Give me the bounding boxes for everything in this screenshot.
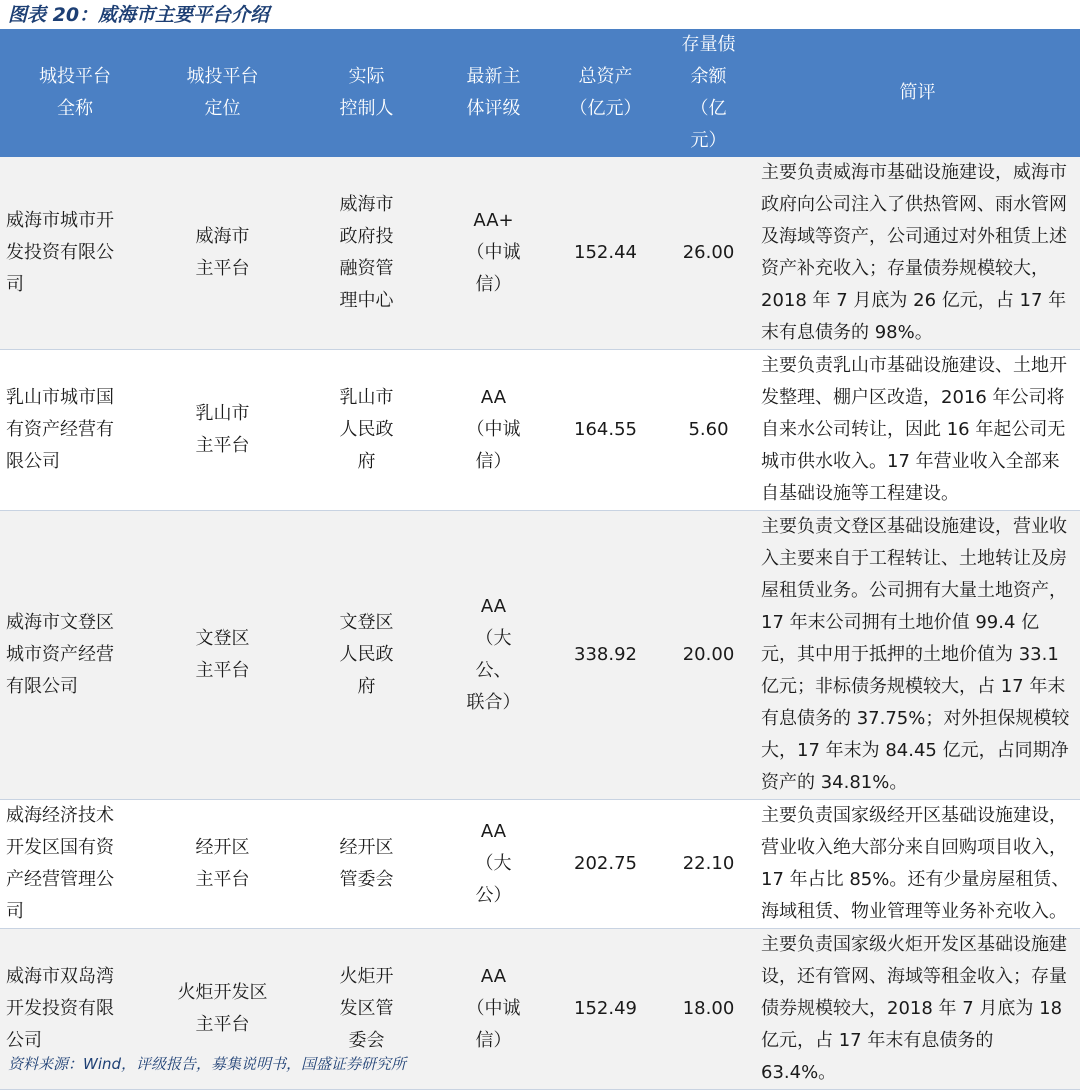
cell-debt: 20.00 bbox=[662, 511, 755, 800]
cell-position: 文登区 主平台 bbox=[150, 511, 295, 800]
cell-full-name: 乳山市城市国 有资产经营有 限公司 bbox=[0, 350, 150, 511]
table-row bbox=[0, 350, 1080, 511]
cell-position: 乳山市 主平台 bbox=[150, 350, 295, 511]
cell-position: 火炬开发区 主平台 bbox=[150, 929, 295, 1090]
cell-rating: AA+ （中诚 信） bbox=[438, 157, 549, 350]
table-row bbox=[0, 511, 1080, 800]
cell-debt: 5.60 bbox=[662, 350, 755, 511]
cell-full-name: 威海市文登区 城市资产经营 有限公司 bbox=[0, 511, 150, 800]
header-controller: 实际 控制人 bbox=[295, 29, 438, 157]
cell-assets: 338.92 bbox=[549, 511, 662, 800]
cell-debt: 18.00 bbox=[662, 929, 755, 1090]
cell-position: 威海市 主平台 bbox=[150, 157, 295, 350]
cell-comment: 主要负责威海市基础设施建设，威海市政府向公司注入了供热管网、雨水管网及海域等资产，公司通过对外租赁上述资产补充收入；存量债券规模较大，2018 年 7 月底为 26 亿元，占 17 年末有息债务的 98%。 bbox=[755, 157, 1080, 350]
figure-title: 图表 20：威海市主要平台介绍 bbox=[8, 4, 270, 26]
header-rating: 最新主 体评级 bbox=[438, 29, 549, 157]
table-header-row bbox=[0, 29, 1080, 157]
cell-comment: 主要负责乳山市基础设施建设、土地开发整理、棚户区改造，2016 年公司将自来水公司转让，因此 16 年起公司无城市供水收入。17 年营业收入全部来自基础设施等工程建设。 bbox=[755, 350, 1080, 511]
header-assets: 总资产 （亿元） bbox=[549, 29, 662, 157]
platform-table bbox=[0, 29, 1080, 1090]
cell-full-name: 威海经济技术 开发区国有资 产经营管理公 司 bbox=[0, 800, 150, 929]
table-row bbox=[0, 157, 1080, 350]
source-note: 资料来源：Wind，评级报告，募集说明书，国盛证券研究所 bbox=[8, 1055, 407, 1073]
cell-full-name: 威海市双岛湾 开发投资有限 公司 bbox=[0, 929, 150, 1090]
table-row bbox=[0, 800, 1080, 929]
cell-rating: AA （中诚 信） bbox=[438, 929, 549, 1090]
cell-assets: 202.75 bbox=[549, 800, 662, 929]
cell-controller: 威海市 政府投 融资管 理中心 bbox=[295, 157, 438, 350]
header-debt: 存量债 余额 （亿 元） bbox=[662, 29, 755, 157]
cell-comment: 主要负责国家级火炬开发区基础设施建设，还有管网、海域等租金收入；存量债券规模较大，2018 年 7 月底为 18 亿元，占 17 年末有息债务的 63.4%。 bbox=[755, 929, 1080, 1090]
cell-assets: 164.55 bbox=[549, 350, 662, 511]
cell-rating: AA （大 公、 联合） bbox=[438, 511, 549, 800]
header-position: 城投平台 定位 bbox=[150, 29, 295, 157]
cell-comment: 主要负责国家级经开区基础设施建设，营业收入绝大部分来自回购项目收入，17 年占比 85%。还有少量房屋租赁、海域租赁、物业管理等业务补充收入。 bbox=[755, 800, 1080, 929]
cell-full-name: 威海市城市开 发投资有限公 司 bbox=[0, 157, 150, 350]
cell-controller: 经开区 管委会 bbox=[295, 800, 438, 929]
header-comment: 简评 bbox=[755, 29, 1080, 157]
header-full-name: 城投平台 全称 bbox=[0, 29, 150, 157]
cell-debt: 26.00 bbox=[662, 157, 755, 350]
cell-assets: 152.44 bbox=[549, 157, 662, 350]
cell-rating: AA （大 公） bbox=[438, 800, 549, 929]
cell-debt: 22.10 bbox=[662, 800, 755, 929]
cell-assets: 152.49 bbox=[549, 929, 662, 1090]
cell-position: 经开区 主平台 bbox=[150, 800, 295, 929]
cell-rating: AA （中诚 信） bbox=[438, 350, 549, 511]
cell-controller: 乳山市 人民政 府 bbox=[295, 350, 438, 511]
cell-controller: 文登区 人民政 府 bbox=[295, 511, 438, 800]
cell-comment: 主要负责文登区基础设施建设，营业收入主要来自于工程转让、土地转让及房屋租赁业务。公司拥有大量土地资产，17 年末公司拥有土地价值 99.4 亿元，其中用于抵押的土地价值为 33.1 亿元；非标债务规模较大，占 17 年末有息债务的 37.75%；对外担保规模较大，17 年末为 84.45 亿元，占同期净资产的 34.81%。 bbox=[755, 511, 1080, 800]
cell-controller: 火炬开 发区管 委会 bbox=[295, 929, 438, 1090]
